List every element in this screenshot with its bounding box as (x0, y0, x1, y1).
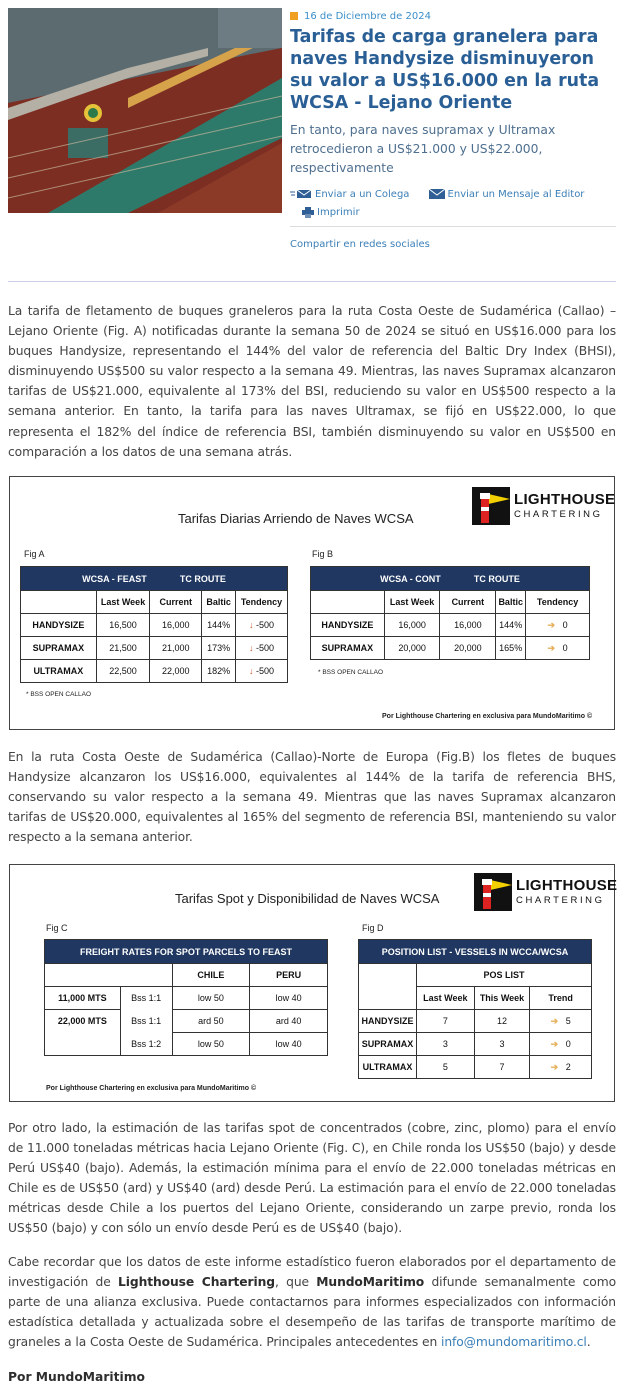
table-row: Bss 1:2 low 50 low 40 (45, 1033, 328, 1056)
date-bullet-icon (290, 12, 298, 20)
fig-b-label: Fig B (312, 549, 334, 559)
fig-d-table (358, 939, 592, 1079)
table-row: ULTRAMAX 22,500 22,000 182% ↓ -500 (21, 660, 288, 683)
fig-d-header: POSITION LIST - VESSELS IN WCCA/WCSA (359, 940, 592, 964)
table-row: 22,000 MTS Bss 1:1 ard 50 ard 40 (45, 1010, 328, 1033)
table-row: SUPRAMAX 21,500 21,000 173% ↓ -500 (21, 637, 288, 660)
article-photo (8, 8, 282, 213)
fig-a-table (20, 566, 288, 683)
arrow-right-icon: ➔ (547, 642, 556, 653)
arrow-right-icon: ➔ (550, 1061, 559, 1072)
table-row: SUPRAMAX 3 3 ➔ 0 (359, 1033, 592, 1056)
table-row: HANDYSIZE 16,000 16,000 144% ➔ 0 (311, 614, 590, 637)
table-row: HANDYSIZE 7 12 ➔ 5 (359, 1010, 592, 1033)
envelope-icon (290, 189, 312, 199)
arrow-right-icon: ➔ (550, 1038, 559, 1049)
fig-a-header: WCSA - FEAST TC ROUTE (21, 567, 288, 591)
col-header: CHILE (172, 964, 250, 987)
send-to-editor-link[interactable] (429, 185, 585, 203)
paragraph-3: Por otro lado, la estimación de las tarifas spot de concentrados (cobre, zinc, plomo) para el envío de 11.000 toneladas métricas hacia Lejano Oriente (Fig. C), en Chile ronda los US$50 (bajo) y desde Perú US$40 (bajo). Además, la estimación mínima para el envío de 22.000 toneladas métricas en Chile es de US$50 (ard) y US$40 (ard) desde Perú. La estimación para el envío de 22.000 toneladas métricas desde Chile a los puertos del Lejano Oriente, considerando un zarpe previo, ronda los US$50 (bajo) y con sólo un envío desde Perú es de US$40 (bajo). (8, 1121, 616, 1236)
byline: Por MundoMaritimo (8, 1370, 145, 1384)
col-header: Last Week (384, 591, 440, 614)
col-header: This Week (474, 987, 530, 1010)
printer-icon (302, 207, 314, 218)
article-actions (290, 184, 616, 227)
col-header: Current (440, 591, 496, 614)
print-label: Imprimir (317, 207, 360, 218)
arrow-right-icon: ➔ (550, 1015, 559, 1026)
table-row: 11,000 MTS Bss 1:1 low 50 low 40 (45, 987, 328, 1010)
arrow-right-icon: ➔ (547, 619, 556, 630)
figure-tarifas-diarias (9, 476, 615, 730)
figure-credit: Por Lighthouse Chartering en exclusiva para MundoMaritimo © (382, 713, 593, 720)
fig-b-note: * BSS OPEN CALLAO (318, 669, 384, 676)
fig-b-header: WCSA - CONT TC ROUTE (311, 567, 590, 591)
col-header: Tendency (526, 591, 590, 614)
print-link[interactable] (302, 204, 360, 222)
col-header: PERU (250, 964, 328, 987)
lighthouse-logo: LIGHTHOUSE CHARTERING (474, 873, 604, 911)
send-to-editor-label: Enviar un Mensaje al Editor (447, 188, 585, 200)
fig-c-label: Fig C (46, 923, 68, 933)
contact-email-link[interactable]: info@mundomaritimo.cl (441, 1335, 587, 1350)
article-header (290, 8, 616, 250)
figure-title: Tarifas Spot y Disponibilidad de Naves WCSA (175, 891, 440, 906)
figure-credit: Por Lighthouse Chartering en exclusiva para MundoMaritimo © (46, 1085, 257, 1092)
col-header: Baltic (202, 591, 236, 614)
paragraph-1: La tarifa de fletamento de buques graneleros para la ruta Costa Oeste de Sudamérica (Callao) – Lejano Oriente (Fig. A) notificadas durante la semana 50 de 2024 se situó en US$16.000 para los buques Handysize, representando el 144% del valor de referencia del Baltic Dry Index (BHSI), disminuyendo US$500 su valor respecto a la semana 49. Mientras, las naves Supramax alcanzaron tarifas de US$21.000, equivalente al 173% del BSI, reduciendo su valor en US$500 respecto a la semana anterior. En tanto, la tarifa para las naves Ultramax, se fijó en US$22.000, lo que representa el 182% del índice de referencia BSI, también disminuyendo su valor en US$500 en comparación a los datos de una semana atrás. (8, 304, 616, 459)
article-date-text: 16 de Diciembre de 2024 (304, 10, 431, 22)
col-header: Last Week (416, 987, 474, 1010)
article-date (290, 8, 616, 24)
fig-d-subheader: POS LIST (416, 964, 591, 987)
paragraph-4: Cabe recordar que los datos de este informe estadístico fueron elaborados por el departamento de investigación de Lighthouse Chartering, que MundoMaritimo difunde semanalmente como parte de una alianza exclusiva. Puede contactarnos para informes especializados con información estadística detallada y actualizada sobre el desempeño de las tarifas de transporte marítimo de graneles a la Costa Oeste de Sudamérica. Principales antecedentes en info@mundomaritimo.cl. (8, 1255, 617, 1350)
article-title: Tarifas de carga granelera para naves Handysize disminuyeron su valor a US$16.000 en la ruta WCSA - Lejano Oriente (290, 27, 600, 113)
col-header: Tendency (236, 591, 288, 614)
fig-c-table (44, 939, 328, 1056)
col-header: Baltic (496, 591, 526, 614)
fig-a-label: Fig A (24, 549, 45, 559)
table-row: SUPRAMAX 20,000 20,000 165% ➔ 0 (311, 637, 590, 660)
figure-tarifas-spot (9, 864, 618, 1102)
col-header: Last Week (96, 591, 150, 614)
fig-b-table (310, 566, 590, 660)
article-subtitle: En tanto, para naves supramax y Ultramax retrocedieron a US$21.000 y US$22.000, respectivamente (290, 123, 556, 175)
send-to-colleague-link[interactable] (290, 185, 409, 203)
lighthouse-logo: LIGHTHOUSE CHARTERING (472, 487, 602, 525)
arrow-down-icon: ↓ (249, 620, 254, 630)
col-header: Trend (530, 987, 592, 1010)
fig-d-label: Fig D (362, 923, 384, 933)
mail-icon (429, 189, 445, 199)
col-header: Current (150, 591, 202, 614)
paragraph-2: En la ruta Costa Oeste de Sudamérica (Callao)-Norte de Europa (Fig.B) los fletes de buques Handysize alcanzaron los US$16.000, equivalentes al 144% de la tarifa de referencia BHS, conservando su valor respecto a la semana 49. Mientras que las naves Supramax alcanzaron tarifas de US$20.000, equivalentes al 165% del segmento de referencia BSI, manteniendo su valor respecto a la semana anterior. (8, 750, 616, 845)
divider (8, 281, 616, 282)
arrow-down-icon: ↓ (249, 643, 254, 653)
share-social-link[interactable]: Compartir en redes sociales (290, 239, 430, 250)
send-to-colleague-label: Enviar a un Colega (315, 188, 410, 200)
fig-c-header: FREIGHT RATES FOR SPOT PARCELS TO FEAST (45, 940, 328, 964)
table-row: HANDYSIZE 16,500 16,000 144% ↓ -500 (21, 614, 288, 637)
table-row: ULTRAMAX 5 7 ➔ 2 (359, 1056, 592, 1079)
figure-title: Tarifas Diarias Arriendo de Naves WCSA (178, 511, 414, 526)
arrow-down-icon: ↓ (249, 666, 254, 676)
lighthouse-chartering-name: Lighthouse Chartering (118, 1275, 275, 1290)
mundomaritimo-name: MundoMaritimo (316, 1275, 425, 1290)
fig-a-note: * BSS OPEN CALLAO (26, 691, 92, 698)
